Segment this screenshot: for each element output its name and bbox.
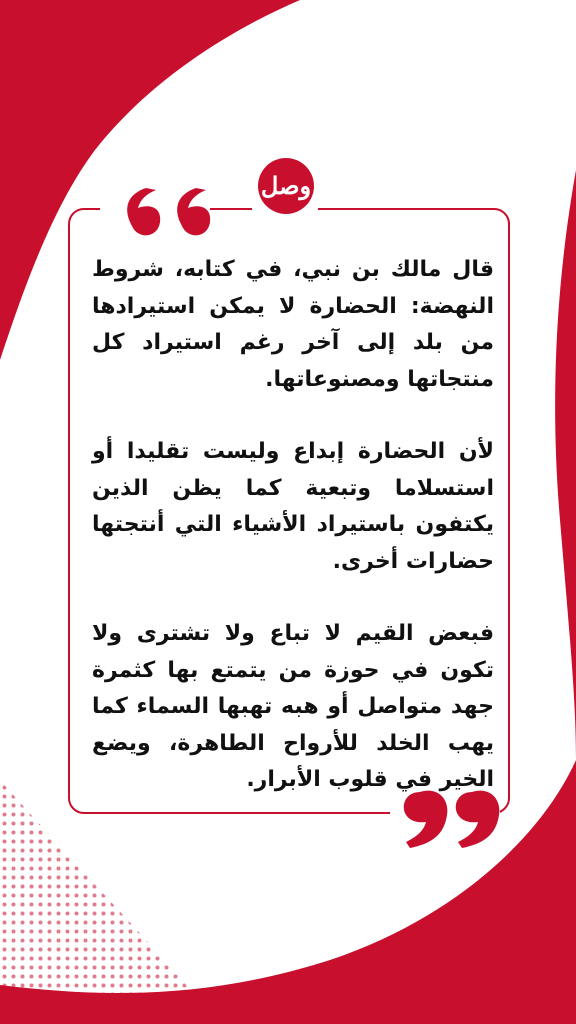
quote-paragraph-1: قال مالك بن نبي، في كتابه، شروط النهضة: الحضارة لا يمكن استيرادها من بلد إلى آخر رغم استيراد كل منتجاتها ومصنوعاتها.	[92, 257, 494, 392]
quote-text	[92, 252, 494, 799]
quote-paragraph-2: لأن الحضارة إبداع وليست تقليدا أو استسلاما وتبعية كما يظن الذين يكتفون باستيراد الأشياء التي أنتجتها حضارات أخرى.	[92, 439, 494, 574]
brand-logo	[258, 158, 314, 214]
brand-logo-text: وصل	[260, 171, 312, 200]
double-quote-open-icon	[98, 148, 218, 248]
quote-paragraph-3: فبعض القيم لا تباع ولا تشترى ولا تكون في حوزة من يتمتع بها كثمرة جهد متواصل أو هبه تهبها السماء كما يهب الخلد للأرواح الطاهرة، ويضع الخير في قلوب الأبرار.	[92, 621, 494, 792]
